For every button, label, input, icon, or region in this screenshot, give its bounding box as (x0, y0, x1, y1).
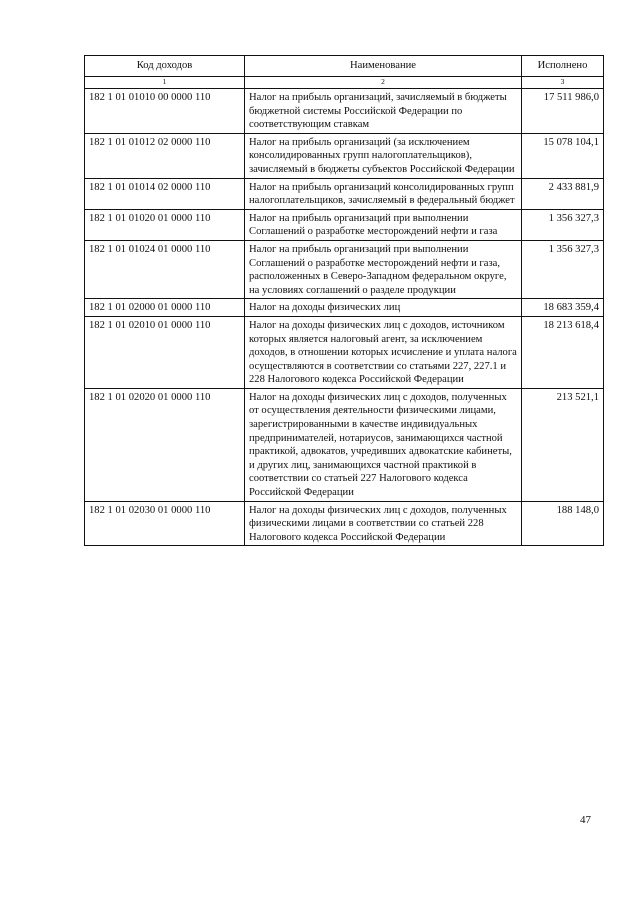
income-code-cell: 182 1 01 01014 02 0000 110 (85, 178, 245, 209)
income-name-cell: Налог на прибыль организаций при выполнении Соглашений о разработке месторождений нефти и газа, расположенных в Северо-Западном федеральном округе, на условиях соглашений о разделе продукции (245, 240, 522, 298)
column-number: 2 (245, 77, 522, 89)
table-row (85, 89, 604, 134)
income-code-cell: 182 1 01 01012 02 0000 110 (85, 133, 245, 178)
amount-cell: 213 521,1 (522, 388, 604, 501)
income-name-cell: Налог на прибыль организаций, зачисляемый в бюджеты бюджетной системы Российской Федерации по соответствующим ставкам (245, 89, 522, 134)
header-income-code: Код доходов (85, 56, 245, 77)
amount-cell: 1 356 327,3 (522, 240, 604, 298)
column-number-row (85, 77, 604, 89)
header-executed: Исполнено (522, 56, 604, 77)
income-name-cell: Налог на доходы физических лиц с доходов, источником которых является налоговый агент, за исключением доходов, в отношении которых исчисление и уплата налога осуществляются в соответствии со статьями 227, 227.1 и 228 Налогового кодекса Российской Федерации (245, 316, 522, 388)
income-name-cell: Налог на доходы физических лиц (245, 299, 522, 317)
table-row (85, 501, 604, 546)
income-name-cell: Налог на доходы физических лиц с доходов, полученных от осуществления деятельности физическими лицами, зарегистрированными в качестве индивидуальных предпринимателей, нотариусов, занимающихся частной практикой, адвокатов, учредивших адвокатские кабинеты, и других лиц, занимающихся частной практикой в соответствии со статьей 227 Налогового кодекса Российской Федерации (245, 388, 522, 501)
amount-cell: 2 433 881,9 (522, 178, 604, 209)
table-row (85, 133, 604, 178)
amount-cell: 18 213 618,4 (522, 316, 604, 388)
amount-cell: 1 356 327,3 (522, 209, 604, 240)
income-code-cell: 182 1 01 02010 01 0000 110 (85, 316, 245, 388)
table-row (85, 209, 604, 240)
revenue-table (84, 55, 604, 546)
table-row (85, 299, 604, 317)
table-row (85, 240, 604, 298)
amount-cell: 15 078 104,1 (522, 133, 604, 178)
page-number: 47 (580, 814, 591, 826)
income-code-cell: 182 1 01 01024 01 0000 110 (85, 240, 245, 298)
header-name: Наименование (245, 56, 522, 77)
table-row (85, 388, 604, 501)
income-code-cell: 182 1 01 02020 01 0000 110 (85, 388, 245, 501)
income-code-cell: 182 1 01 02000 01 0000 110 (85, 299, 245, 317)
amount-cell: 17 511 986,0 (522, 89, 604, 134)
amount-cell: 188 148,0 (522, 501, 604, 546)
income-name-cell: Налог на доходы физических лиц с доходов, полученных физическими лицами в соответствии со статьей 228 Налогового кодекса Российской Федерации (245, 501, 522, 546)
table-row (85, 178, 604, 209)
table-header-row (85, 56, 604, 77)
column-number: 3 (522, 77, 604, 89)
income-code-cell: 182 1 01 02030 01 0000 110 (85, 501, 245, 546)
income-code-cell: 182 1 01 01010 00 0000 110 (85, 89, 245, 134)
income-name-cell: Налог на прибыль организаций (за исключением консолидированных групп налогоплательщиков), зачисляемый в бюджеты субъектов Российской Федерации (245, 133, 522, 178)
table-row (85, 316, 604, 388)
amount-cell: 18 683 359,4 (522, 299, 604, 317)
column-number: 1 (85, 77, 245, 89)
income-name-cell: Налог на прибыль организаций при выполнении Соглашений о разработке месторождений нефти и газа (245, 209, 522, 240)
income-name-cell: Налог на прибыль организаций консолидированных групп налогоплательщиков, зачисляемый в федеральный бюджет (245, 178, 522, 209)
income-code-cell: 182 1 01 01020 01 0000 110 (85, 209, 245, 240)
